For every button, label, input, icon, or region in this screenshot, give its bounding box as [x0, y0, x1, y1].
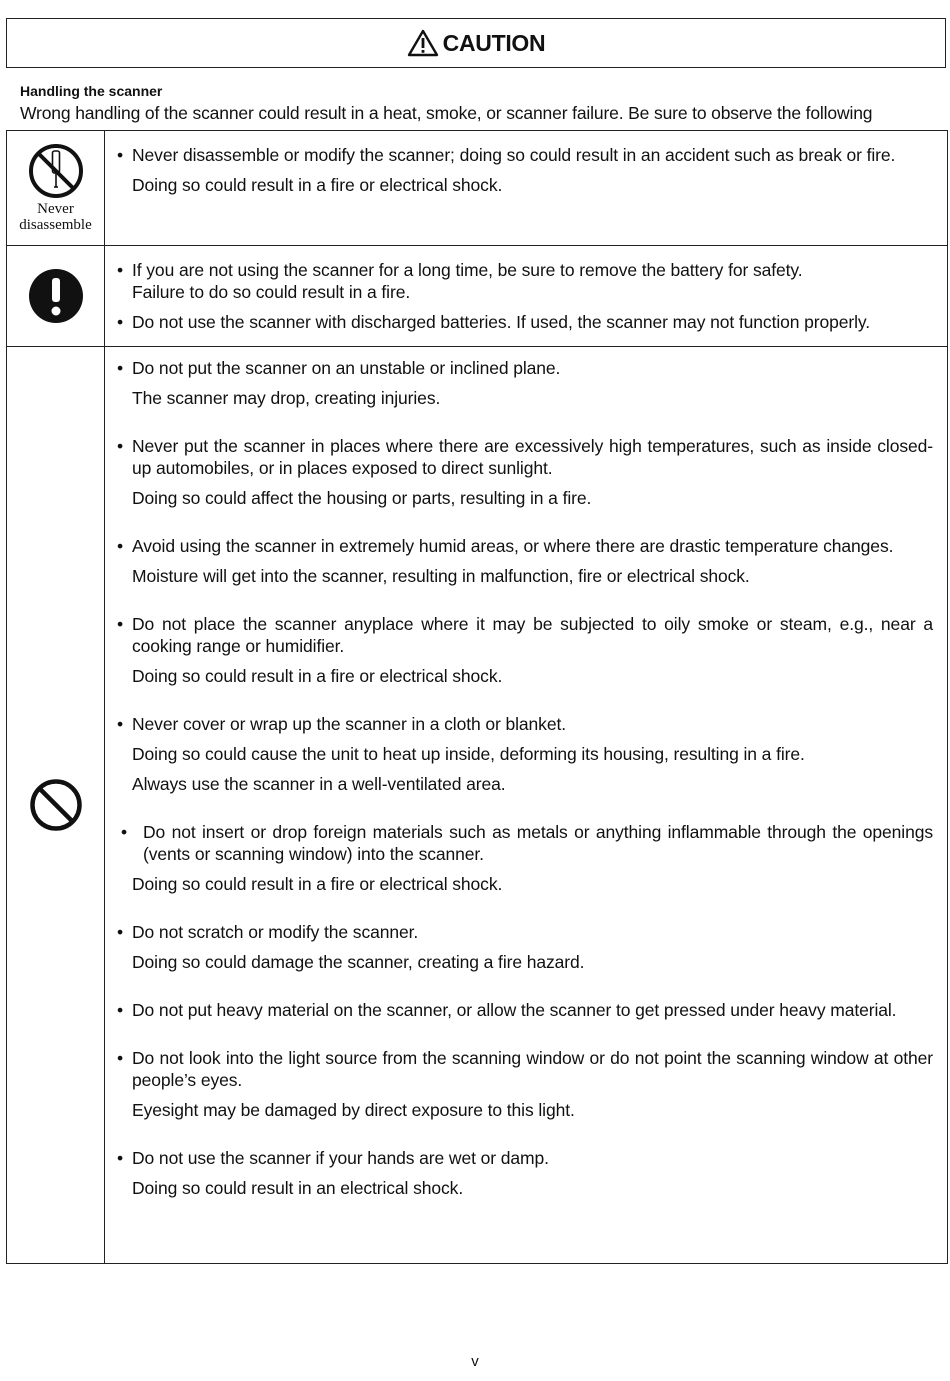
never-label-line-2: disassemble [19, 217, 92, 233]
item-text: Do not place the scanner anyplace where it may be subjected to oily smoke or steam, e.g., near a cooking range or humidifier. [132, 614, 933, 656]
bullet: • [117, 1000, 124, 1020]
item-note: Doing so could cause the unit to heat up inside, deforming its housing, resulting in a fire. [132, 744, 805, 764]
text-cell [105, 246, 947, 346]
bullet: • [117, 536, 124, 556]
caution-row-disassemble [6, 131, 948, 246]
never-disassemble-label [19, 201, 92, 233]
list-item [117, 535, 933, 587]
item-text: Do not use the scanner with discharged batteries. If used, the scanner may not function properly. [132, 312, 871, 332]
item-note: Doing so could result in a fire or electrical shock. [132, 874, 503, 894]
text-cell [105, 347, 947, 1263]
warning-triangle-icon [407, 29, 439, 57]
caution-row-battery [6, 246, 948, 347]
item-text: Never put the scanner in places where there are excessively high temperatures, such as inside closed-up automobiles, or in places exposed to direct sunlight. [132, 436, 933, 478]
list-item [117, 921, 933, 973]
item-note: Doing so could damage the scanner, creating a fire hazard. [132, 952, 585, 972]
item-text: If you are not using the scanner for a long time, be sure to remove the battery for safety. [132, 260, 803, 280]
section-intro: Wrong handling of the scanner could result in a heat, smoke, or scanner failure. Be sure to observe the following [20, 103, 873, 123]
list-item [117, 259, 933, 303]
bullet: • [117, 1048, 124, 1068]
bullet: • [121, 822, 128, 842]
list-item [117, 435, 933, 509]
list-item [117, 1047, 933, 1121]
item-note-2: Always use the scanner in a well-ventilated area. [132, 774, 506, 794]
icon-cell [7, 246, 105, 346]
item-note: Failure to do so could result in a fire. [132, 282, 411, 302]
bullet: • [117, 714, 124, 734]
icon-cell [7, 347, 105, 1263]
item-note: Doing so could affect the housing or parts, resulting in a fire. [132, 488, 592, 508]
item-note: Doing so could result in an electrical shock. [132, 1178, 464, 1198]
bullet: • [117, 145, 124, 165]
caution-table [6, 130, 948, 1264]
never-disassemble-icon [28, 143, 84, 199]
item-text: Do not insert or drop foreign materials such as metals or anything inflammable through the openings (vents or scanning window) into the scanner. [143, 822, 933, 864]
item-note: Doing so could result in a fire or electrical shock. [132, 666, 503, 686]
list-item [117, 311, 933, 333]
list-item [117, 713, 933, 795]
bullet: • [117, 358, 124, 378]
caution-title-text: CAUTION [442, 29, 546, 56]
bullet: • [117, 614, 124, 634]
item-text: Do not use the scanner if your hands are wet or damp. [132, 1148, 549, 1168]
item-note: Eyesight may be damaged by direct exposure to this light. [132, 1100, 575, 1120]
bullet: • [117, 260, 124, 280]
item-text: Do not scratch or modify the scanner. [132, 922, 419, 942]
item-text: Do not put heavy material on the scanner, or allow the scanner to get pressed under heavy material. [132, 1000, 897, 1020]
item-text: Never disassemble or modify the scanner; doing so could result in an accident such as break or fire. [132, 145, 896, 165]
prohibited-icon [29, 778, 83, 832]
item-text: Do not look into the light source from the scanning window or do not point the scanning window at other people’s eyes. [132, 1048, 933, 1090]
list-item [117, 821, 933, 895]
list-item [117, 144, 933, 196]
list-item [117, 357, 933, 409]
list-item [117, 613, 933, 687]
item-note: The scanner may drop, creating injuries. [132, 388, 441, 408]
item-text: Avoid using the scanner in extremely humid areas, or where there are drastic temperature changes. [132, 536, 894, 556]
caution-header [6, 18, 946, 68]
item-text: Never cover or wrap up the scanner in a cloth or blanket. [132, 714, 566, 734]
icon-cell [7, 131, 105, 245]
never-label-line-1: Never [37, 201, 74, 217]
list-item [117, 1147, 933, 1199]
bullet: • [117, 922, 124, 942]
bullet: • [117, 1148, 124, 1168]
bullet: • [117, 312, 124, 332]
section-heading: Handling the scanner [20, 83, 163, 99]
item-note: Doing so could result in a fire or electrical shock. [132, 175, 503, 195]
caution-row-prohibited [6, 347, 948, 1264]
text-cell [105, 131, 947, 245]
item-note: Moisture will get into the scanner, resulting in malfunction, fire or electrical shock. [132, 566, 750, 586]
item-text: Do not put the scanner on an unstable or inclined plane. [132, 358, 561, 378]
caution-title [407, 29, 546, 57]
list-item [117, 999, 933, 1021]
page-number: v [471, 1353, 479, 1370]
bullet: • [117, 436, 124, 456]
mandatory-exclamation-icon [28, 268, 84, 324]
